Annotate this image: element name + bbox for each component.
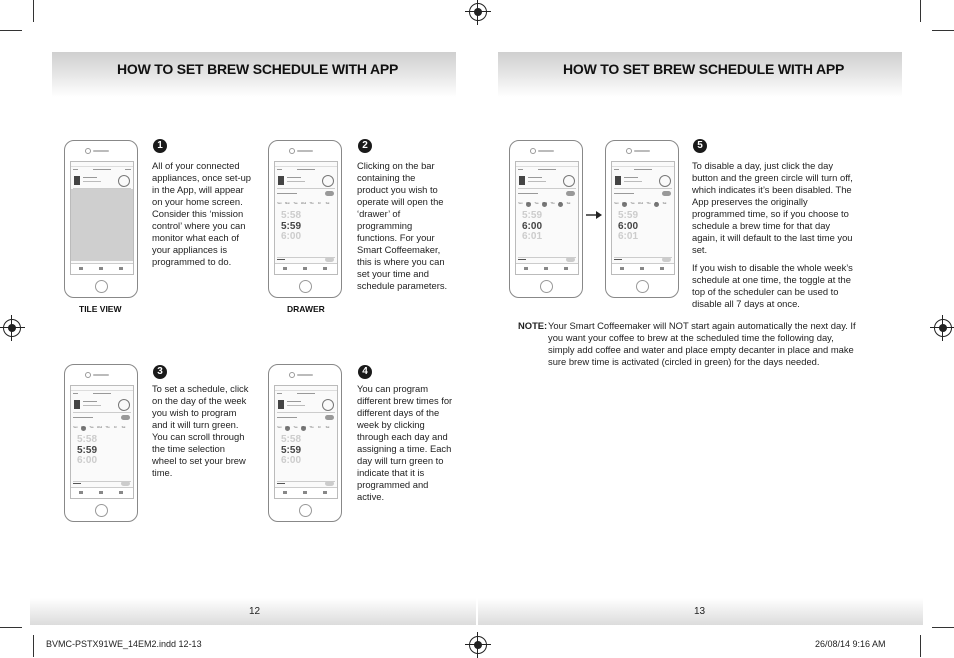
note-text: Your Smart Coffeemaker will NOT start again automatically the next day. If you want your coffee to brew at the scheduled time the following day, simply add coffee and water and place empty decanter in place and make sure brew time is activated (circled in green) for the days needed. bbox=[548, 320, 856, 367]
note-label: NOTE: bbox=[518, 320, 548, 331]
day-button: Sun bbox=[518, 202, 523, 205]
day-button: Tue bbox=[293, 426, 298, 429]
phone-multiple-days bbox=[268, 364, 342, 522]
slug-filename: BVMC-PSTX91WE_14EM2.indd 12-13 bbox=[46, 639, 202, 649]
day-button: Fri bbox=[559, 202, 562, 205]
day-button: Fri bbox=[318, 202, 321, 205]
time-wheel-prev: 5:58 bbox=[77, 434, 98, 445]
day-button: Wed bbox=[638, 202, 644, 205]
phone-after-disable bbox=[605, 140, 679, 298]
crop-mark bbox=[33, 0, 34, 22]
time-wheel-prev: 5:58 bbox=[281, 210, 302, 221]
day-button: Fri bbox=[655, 202, 658, 205]
day-button: Wed bbox=[301, 202, 307, 205]
phone-set-schedule bbox=[64, 364, 138, 522]
time-wheel-selected: 6:00 bbox=[522, 221, 543, 232]
right-page-title: HOW TO SET BREW SCHEDULE WITH APP bbox=[563, 61, 845, 77]
day-button: Sun bbox=[277, 202, 282, 205]
left-page-number: 12 bbox=[249, 606, 261, 617]
day-button: Mon bbox=[81, 426, 86, 429]
day-button: Thu bbox=[309, 202, 314, 205]
step-number-badge: 2 bbox=[358, 139, 372, 153]
phone-drawer bbox=[268, 140, 342, 298]
registration-mark-icon bbox=[469, 3, 487, 21]
time-wheel-next: 6:01 bbox=[522, 231, 543, 242]
day-button: Fri bbox=[114, 426, 117, 429]
time-wheel-prev: 5:58 bbox=[281, 434, 302, 445]
step-number-badge: 1 bbox=[153, 139, 167, 153]
step-3-text: To set a schedule, click on the day of the week you wish to program and it will turn green. You can scroll through the time selection wheel to set your brew time. bbox=[152, 383, 249, 478]
day-button: Sat bbox=[325, 202, 330, 205]
step-1-text: All of your connected appliances, once set-up in the App, will appear on your home screen. Consider this ‘mission control’ where you can monitor what each of your appliances is programmed to do. bbox=[152, 160, 252, 267]
day-button: Sat bbox=[566, 202, 571, 205]
registration-mark-icon bbox=[3, 319, 21, 337]
day-button: Tue bbox=[89, 426, 94, 429]
day-button: Wed bbox=[301, 426, 307, 429]
time-wheel-prev: 5:59 bbox=[522, 210, 543, 221]
day-button: Sun bbox=[277, 426, 282, 429]
day-button: Fri bbox=[318, 426, 321, 429]
day-button: Thu bbox=[550, 202, 555, 205]
step-4-text: You can program different brew times for different days of the week by clicking through each day and assigning a time. Each day will turn green to indicate that it is programmed and active. bbox=[357, 383, 453, 502]
crop-mark bbox=[932, 627, 954, 628]
day-button: Sun bbox=[614, 202, 619, 205]
day-button: Sat bbox=[121, 426, 126, 429]
crop-mark bbox=[33, 635, 34, 657]
day-button: Tue bbox=[534, 202, 539, 205]
phone-tile-view bbox=[64, 140, 138, 298]
step-number-badge: 3 bbox=[153, 365, 167, 379]
time-wheel-next: 6:00 bbox=[281, 455, 302, 466]
drawer-caption: DRAWER bbox=[287, 304, 325, 314]
time-wheel-selected: 5:59 bbox=[281, 221, 302, 232]
registration-mark-icon bbox=[934, 319, 952, 337]
day-button: Mon bbox=[285, 426, 290, 429]
day-button: Thu bbox=[646, 202, 651, 205]
day-button: Tue bbox=[293, 202, 298, 205]
step-number-badge: 4 bbox=[358, 365, 372, 379]
day-button: Thu bbox=[105, 426, 110, 429]
day-button: Mon bbox=[285, 202, 290, 205]
step-number-badge: 5 bbox=[693, 139, 707, 153]
crop-mark bbox=[0, 627, 22, 628]
arrow-right-icon bbox=[586, 211, 602, 219]
step-5-text bbox=[692, 160, 858, 316]
slug-timestamp: 26/08/14 9:16 AM bbox=[815, 639, 886, 649]
day-button: Sat bbox=[325, 426, 330, 429]
day-button: Wed bbox=[542, 202, 548, 205]
step-5-paragraph-2: If you wish to disable the whole week’s schedule at one time, the toggle at the top of the scheduler can be used to disable all 7 days at once. bbox=[692, 262, 853, 309]
time-wheel-prev: 5:59 bbox=[618, 210, 639, 221]
day-button: Mon bbox=[622, 202, 627, 205]
time-wheel-selected: 6:00 bbox=[618, 221, 639, 232]
day-button: Mon bbox=[526, 202, 531, 205]
day-button: Tue bbox=[630, 202, 635, 205]
day-button: Sat bbox=[662, 202, 667, 205]
step-5-paragraph-1: To disable a day, just click the day button and the green circle will turn off, which indicates it’s been disabled. The App preserves the originally programmed time, so if you choose to schedule a brew time for that day again, it will default to the last time you set. bbox=[692, 160, 853, 255]
left-page-title: HOW TO SET BREW SCHEDULE WITH APP bbox=[117, 61, 399, 77]
left-title-banner bbox=[52, 52, 456, 97]
time-wheel-next: 6:00 bbox=[77, 455, 98, 466]
time-wheel-next: 6:01 bbox=[618, 231, 639, 242]
crop-mark bbox=[920, 635, 921, 657]
day-button: Wed bbox=[97, 426, 103, 429]
right-page-number: 13 bbox=[694, 606, 706, 617]
crop-mark bbox=[932, 30, 954, 31]
time-wheel-selected: 5:59 bbox=[281, 445, 302, 456]
phone-before-disable bbox=[509, 140, 583, 298]
step-2-text: Clicking on the bar containing the product you wish to operate will open the ‘drawer’ of programming functions. For your Smart Coffeemaker, this is where you can set your time and schedule parameters. bbox=[357, 160, 448, 291]
crop-mark bbox=[920, 0, 921, 22]
right-title-banner bbox=[498, 52, 902, 97]
time-wheel-selected: 5:59 bbox=[77, 445, 98, 456]
tile-view-caption: TILE VIEW bbox=[79, 304, 122, 314]
crop-mark bbox=[0, 30, 22, 31]
day-button: Thu bbox=[309, 426, 314, 429]
day-button: Sun bbox=[73, 426, 78, 429]
time-wheel-next: 6:00 bbox=[281, 231, 302, 242]
registration-mark-icon bbox=[469, 636, 487, 654]
